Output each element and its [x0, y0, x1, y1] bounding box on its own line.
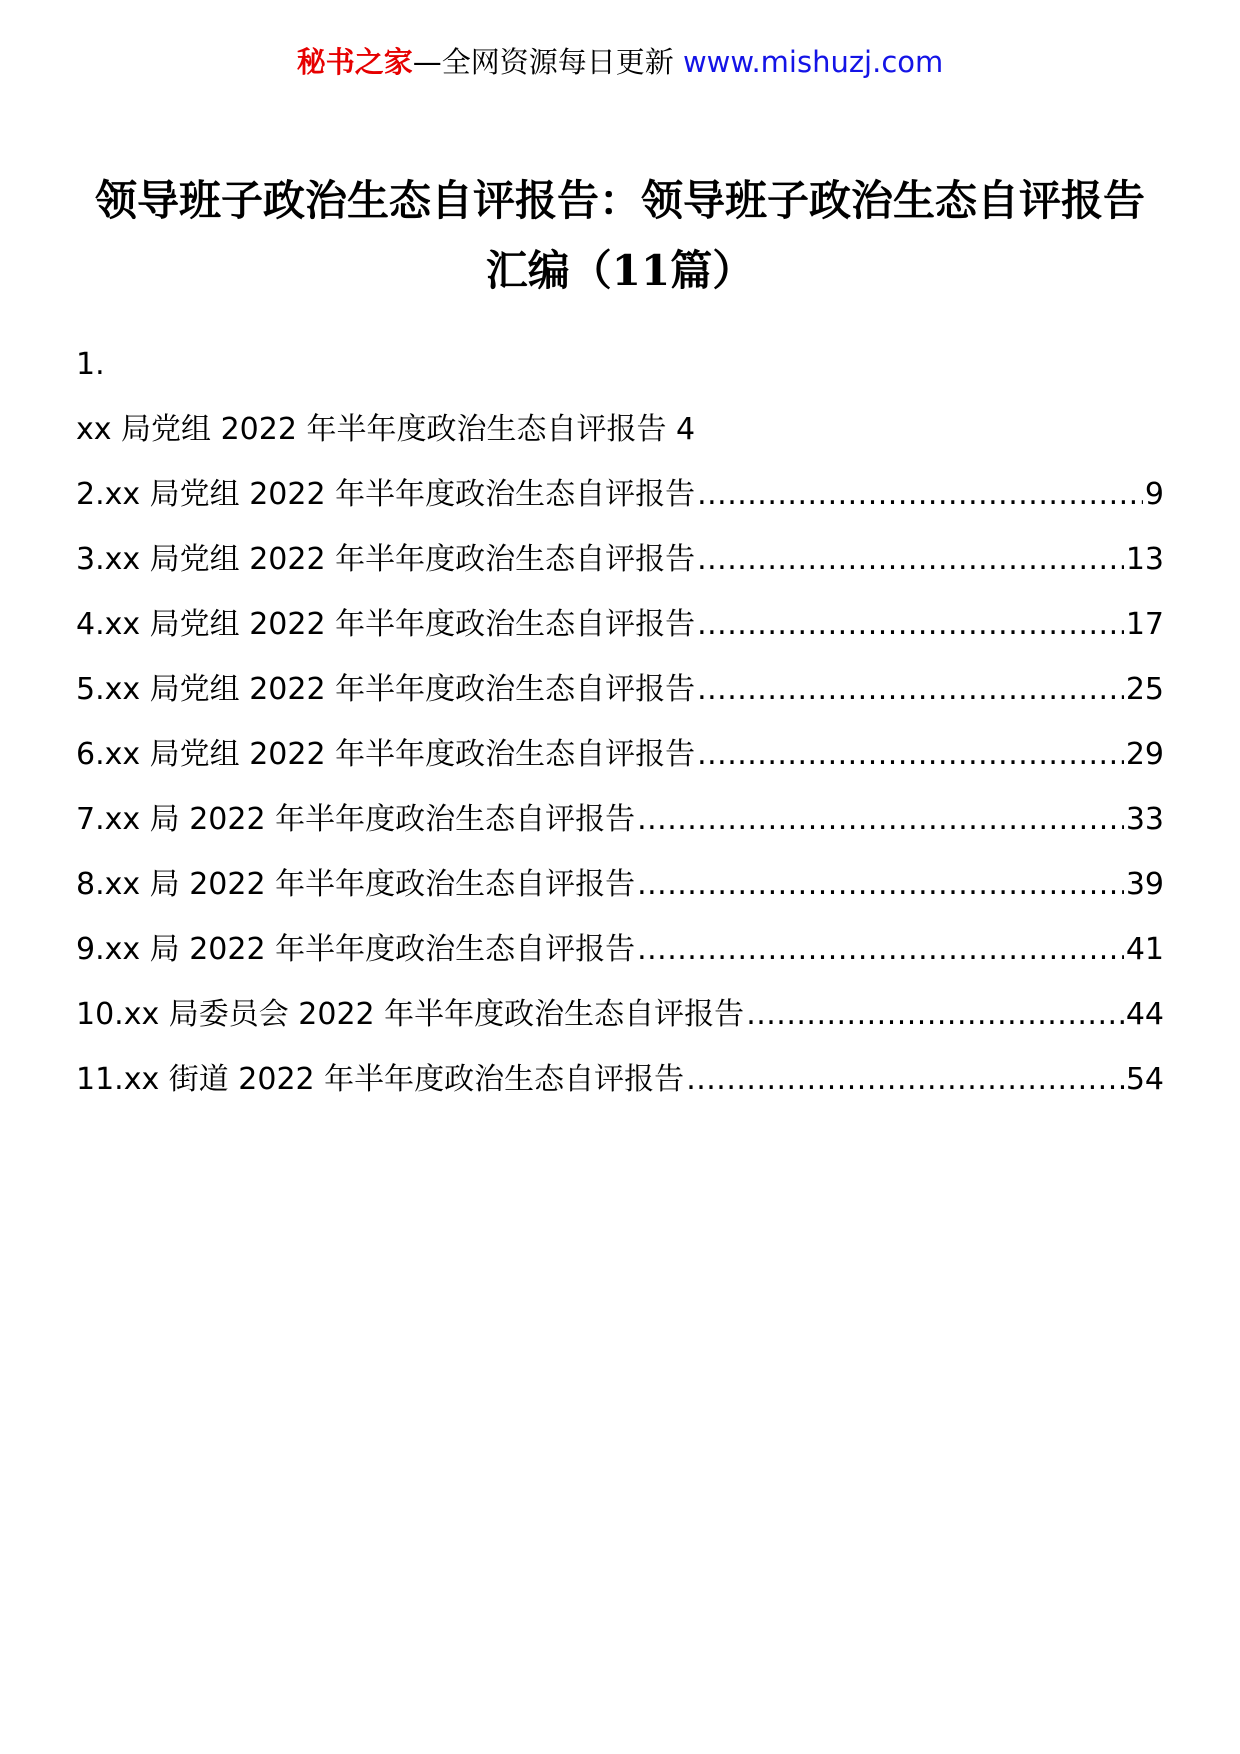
toc-entry-text: 6.xx 局党组 2022 年半年度政治生态自评报告 [76, 737, 696, 772]
toc-entry-text: 3.xx 局党组 2022 年半年度政治生态自评报告 [76, 542, 696, 577]
toc-entry-text: 4.xx 局党组 2022 年半年度政治生态自评报告 [76, 607, 696, 642]
toc-entry-text: 11.xx 街道 2022 年半年度政治生态自评报告 [76, 1062, 685, 1097]
toc-dot-leader [637, 787, 1124, 852]
toc-entry-page: 13 [1125, 542, 1164, 577]
toc-entry-text: 8.xx 局 2022 年半年度政治生态自评报告 [76, 867, 636, 902]
toc-entry-page: 17 [1125, 607, 1164, 642]
toc-entry[interactable] [76, 917, 1164, 982]
toc-entry-page: 4 [676, 412, 696, 447]
toc-entry[interactable] [76, 527, 1164, 592]
toc-entry-page: 41 [1125, 932, 1164, 967]
toc-dot-leader [697, 657, 1124, 722]
page-header [0, 42, 1240, 82]
site-url-link[interactable]: www.mishuzj.com [682, 45, 944, 79]
toc-entry[interactable] [76, 657, 1164, 722]
toc-entry[interactable] [76, 852, 1164, 917]
toc-dot-leader [746, 982, 1124, 1047]
table-of-contents [76, 332, 1164, 1112]
toc-dot-leader [686, 1047, 1124, 1112]
toc-dot-leader [697, 722, 1124, 787]
toc-entry[interactable] [76, 462, 1164, 527]
toc-entry-page: 44 [1125, 997, 1164, 1032]
toc-entry[interactable] [76, 787, 1164, 852]
header-tagline: —全网资源每日更新 [412, 45, 674, 79]
toc-entry-page: 25 [1125, 672, 1164, 707]
toc-entry-page: 33 [1125, 802, 1164, 837]
toc-entry-text: 10.xx 局委员会 2022 年半年度政治生态自评报告 [76, 997, 745, 1032]
toc-entry[interactable] [76, 982, 1164, 1047]
toc-dot-leader [697, 527, 1124, 592]
toc-entry-text: 5.xx 局党组 2022 年半年度政治生态自评报告 [76, 672, 696, 707]
document-title: 领导班子政治生态自评报告：领导班子政治生态自评报告汇编（11篇） [94, 176, 1145, 295]
toc-entry-page: 54 [1125, 1062, 1164, 1097]
toc-entry-text: 9.xx 局 2022 年半年度政治生态自评报告 [76, 932, 636, 967]
brand-name: 秘书之家 [296, 45, 413, 79]
toc-entry-text: xx 局党组 2022 年半年度政治生态自评报告 [76, 412, 667, 447]
toc-entry[interactable] [76, 397, 1164, 462]
toc-dot-leader [637, 852, 1124, 917]
toc-entry-text: 2.xx 局党组 2022 年半年度政治生态自评报告 [76, 477, 696, 512]
toc-first-number: 1. [76, 347, 105, 382]
toc-entry-page: 9 [1144, 477, 1164, 512]
toc-dot-leader [637, 917, 1124, 982]
toc-dot-leader [697, 592, 1124, 657]
toc-entry-page: 39 [1125, 867, 1164, 902]
toc-dot-leader [697, 462, 1143, 527]
toc-entry[interactable] [76, 722, 1164, 787]
toc-entry-text: 7.xx 局 2022 年半年度政治生态自评报告 [76, 802, 636, 837]
toc-entry[interactable] [76, 592, 1164, 657]
toc-entry[interactable] [76, 1047, 1164, 1112]
toc-entry-page: 29 [1125, 737, 1164, 772]
